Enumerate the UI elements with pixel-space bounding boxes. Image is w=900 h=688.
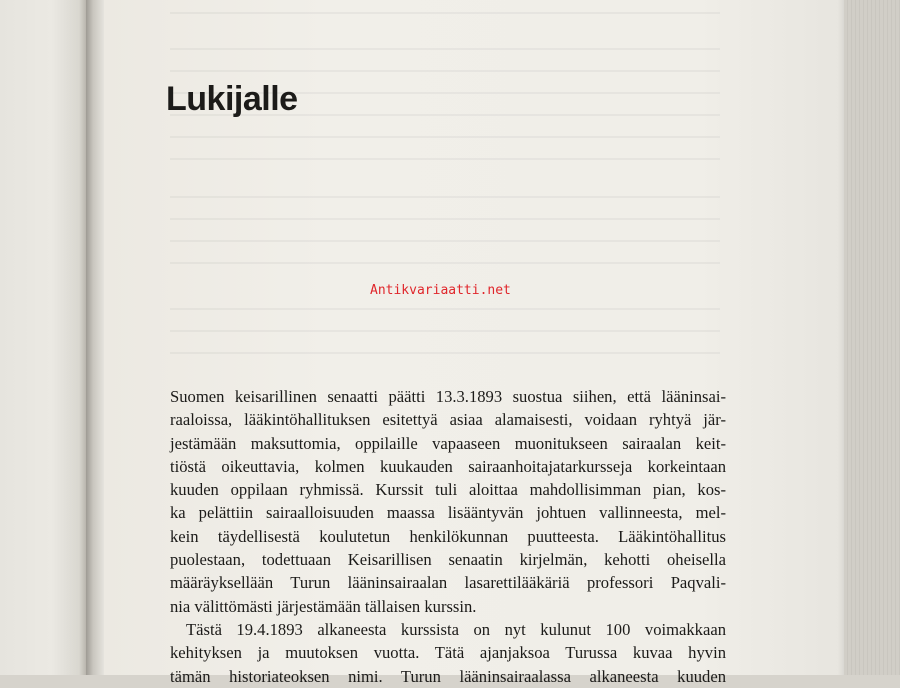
show-through-line — [170, 308, 720, 310]
show-through-line — [170, 196, 720, 198]
text-line: määräyksellään Turun lääninsairaalan lasarettilääkäriä professori Paqvali- — [170, 573, 726, 593]
text-line: ka pelättiin sairaalloisuuden maassa lisääntyvän johtuen vallinneesta, mel- — [170, 503, 726, 523]
show-through-line — [170, 158, 720, 160]
show-through-line — [170, 352, 720, 354]
text-line: puolestaan, todettuaan Keisarillisen senaatin kirjelmän, kehotti oheisella — [170, 550, 726, 570]
text-line: tiöstä oikeuttavia, kolmen kuukauden sairaanhoitajatarkursseja korkeintaan — [170, 456, 726, 476]
body-text — [170, 385, 726, 688]
show-through-line — [170, 136, 720, 138]
watermark-text: Antikvariaatti.net — [370, 283, 511, 298]
text-line: tämän historiateoksen nimi. Turun lääninsairaalassa alkaneesta kuuden — [170, 666, 726, 686]
show-through-line — [170, 330, 720, 332]
show-through-line — [170, 48, 720, 50]
text-line: kuuden oppilaan ryhmissä. Kurssit tuli aloittaa mahdollisimman pian, kos- — [170, 480, 726, 500]
left-page-edge — [0, 0, 86, 675]
show-through-line — [170, 240, 720, 242]
text-line: jestämään maksuttomia, oppilaille vapaaseen muonitukseen sairaalan keit- — [170, 433, 726, 453]
text-line: raaloissa, lääkintöhallituksen esitettyä asiaa alamaisesti, voidaan ryhtyä jär- — [170, 410, 726, 430]
show-through-line — [170, 12, 720, 14]
show-through-line — [170, 70, 720, 72]
text-line: nia välittömästi järjestämään tällaisen kurssin. — [170, 596, 477, 616]
text-line: Suomen keisarillinen senaatti päätti 13.3.1893 suostua siihen, että lääninsai- — [170, 387, 726, 406]
show-through-line — [170, 218, 720, 220]
page-stack-edge — [844, 0, 900, 675]
show-through-line — [170, 262, 720, 264]
text-line: kein täydellisestä koulutetun henkilökunnan puutteesta. Lääkintöhallitus — [170, 526, 726, 546]
page-heading: Lukijalle — [166, 80, 298, 118]
book-gutter — [86, 0, 104, 675]
text-line: Tästä 19.4.1893 alkaneesta kurssista on nyt kulunut 100 voimakkaan — [186, 619, 726, 639]
text-line: kehityksen ja muutoksen vuotta. Tätä ajanjaksoa Turussa kuvaa hyvin — [170, 643, 726, 663]
